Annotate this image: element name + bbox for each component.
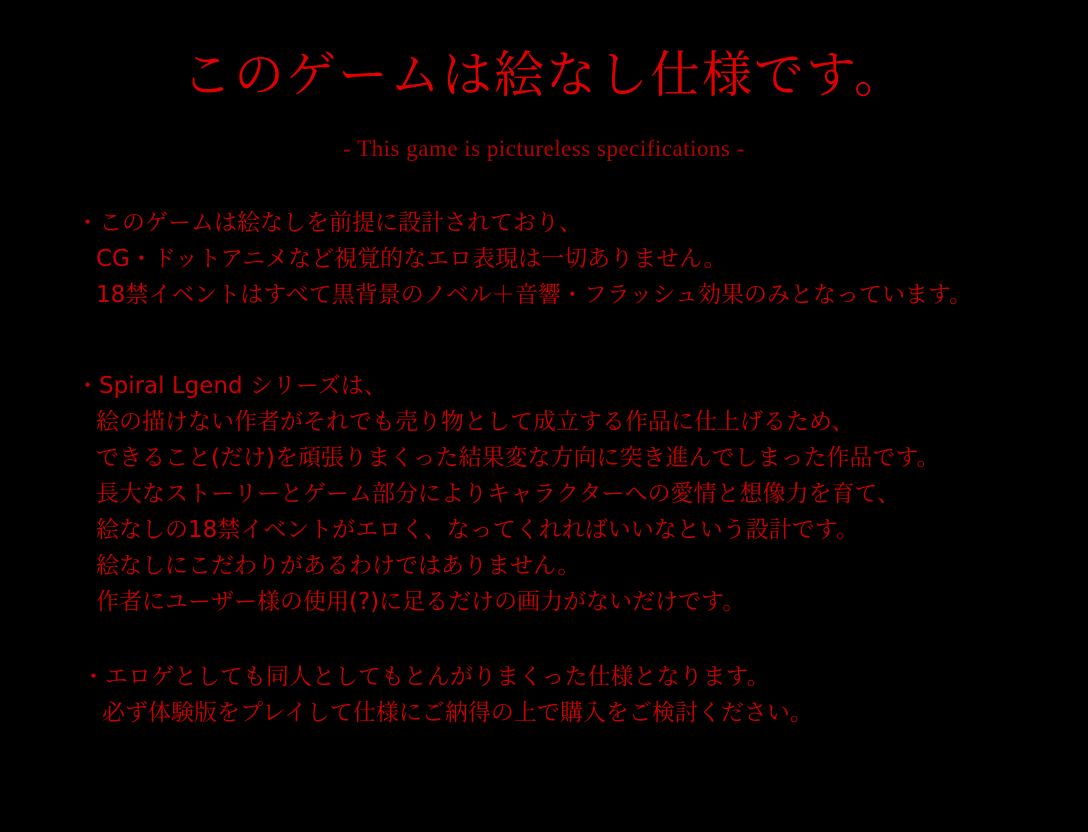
notice-line: CG・ドットアニメなど視覚的なエロ表現は一切ありません。 <box>96 246 727 272</box>
notice-block-pictureless <box>76 205 1066 313</box>
notice-line: 絵なしの18禁イベントがエロく、なってくれればいいなという設計です。 <box>96 517 859 543</box>
notice-line: できること(だけ)を頑張りまくった結果変な方向に突き進んでしまった作品です。 <box>96 445 940 471</box>
notice-line: ・エロゲとしても同人としてもとんがりまくった仕様となります。 <box>82 664 770 690</box>
page-title: このゲームは絵なし仕様です。 <box>182 46 906 104</box>
notice-line: 18禁イベントはすべて黒背景のノベル＋音響・フラッシュ効果のみとなっています。 <box>96 282 973 308</box>
page-subtitle: - This game is pictureless specifications - <box>343 136 745 161</box>
notice-line: 絵なしにこだわりがあるわけではありません。 <box>96 553 581 579</box>
notice-line: 作者にユーザー様の使用(?)に足るだけの画力がないだけです。 <box>96 589 746 615</box>
notice-block-trial <box>82 659 1072 731</box>
notice-line: ・Spiral Lgend シリーズは、 <box>76 373 387 399</box>
notice-line: 必ず体験版をプレイして仕様にご納得の上で購入をご検討ください。 <box>102 700 813 726</box>
notice-line: ・このゲームは絵なしを前提に設計されており、 <box>76 210 582 236</box>
notice-block-series <box>76 368 1066 620</box>
notice-line: 長大なストーリーとゲーム部分によりキャラクターへの愛情と想像力を育て、 <box>96 481 901 507</box>
notice-line: 絵の描けない作者がそれでも売り物として成立する作品に仕上げるため、 <box>96 409 855 435</box>
